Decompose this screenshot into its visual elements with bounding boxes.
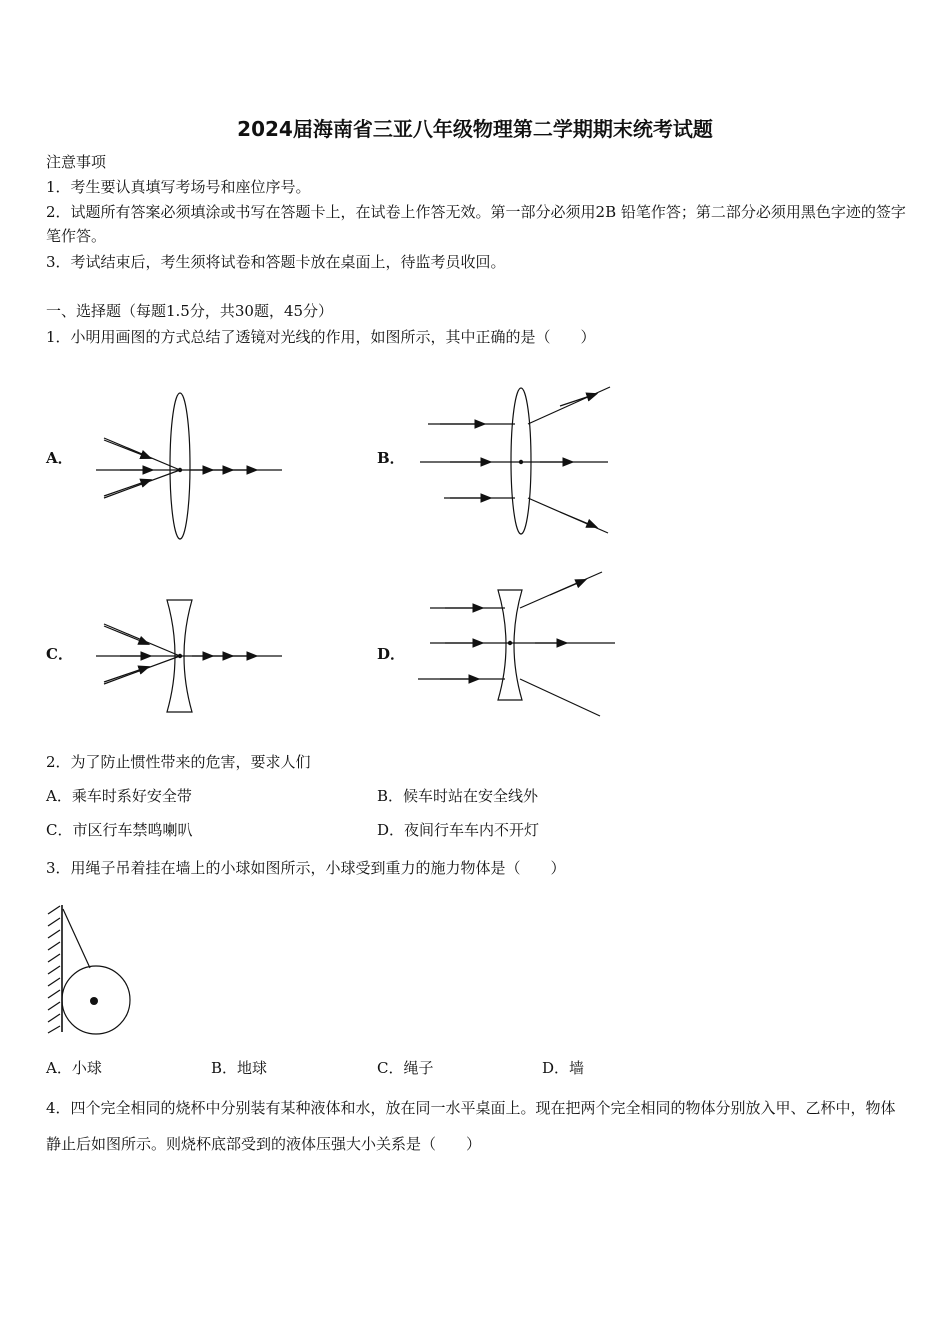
q3-option-d: D．墙 bbox=[542, 1059, 585, 1077]
notice-heading: 注意事项 bbox=[46, 153, 107, 171]
page-title: 2024届海南省三亚八年级物理第二学期期末统考试题 bbox=[237, 117, 713, 141]
q2-option-a: A．乘车时系好安全带 bbox=[46, 787, 192, 805]
q3-stem: 3．用绳子吊着挂在墙上的小球如图所示，小球受到重力的施力物体是（ ） bbox=[46, 859, 566, 877]
q1-label-c: C． bbox=[46, 645, 73, 663]
q2-option-d: D．夜间行车车内不开灯 bbox=[377, 821, 540, 839]
q1-label-b: B． bbox=[377, 449, 405, 467]
q2-option-c: C．市区行车禁鸣喇叭 bbox=[46, 821, 193, 839]
q3-option-b: B．地球 bbox=[211, 1059, 268, 1077]
q4-stem: 4．四个完全相同的烧杯中分别装有某种液体和水，放在同一水平桌面上。现在把两个完全相同的物体分别放入甲、乙杯中，物体静止后如图所示。则烧杯底部受到的液体压强大小关系是（ ） bbox=[46, 1099, 896, 1153]
notice-item-3: 3．考试结束后，考生须将试卷和答题卡放在桌面上，待监考员收回。 bbox=[46, 253, 506, 271]
q1-stem: 1．小明用画图的方式总结了透镜对光线的作用，如图所示，其中正确的是（ ） bbox=[46, 328, 596, 346]
q1-label-d: D． bbox=[377, 645, 406, 663]
q2-option-b: B．候车时站在安全线外 bbox=[377, 787, 539, 805]
q1-label-a: A． bbox=[46, 449, 73, 467]
q2-stem: 2．为了防止惯性带来的危害，要求人们 bbox=[46, 753, 311, 771]
notice-item-1: 1．考生要认真填写考场号和座位序号。 bbox=[46, 178, 311, 196]
q3-option-a: A．小球 bbox=[46, 1059, 102, 1077]
notice-item-2: 2．试题所有答案必须填涂或书写在答题卡上，在试卷上作答无效。第一部分必须用2B 铅笔作答；第二部分必须用黑色字迹的签字笔作答。 bbox=[46, 203, 906, 245]
q3-option-c: C．绳子 bbox=[377, 1059, 434, 1077]
section-heading: 一、选择题（每题1.5分，共30题，45分） bbox=[46, 302, 334, 320]
